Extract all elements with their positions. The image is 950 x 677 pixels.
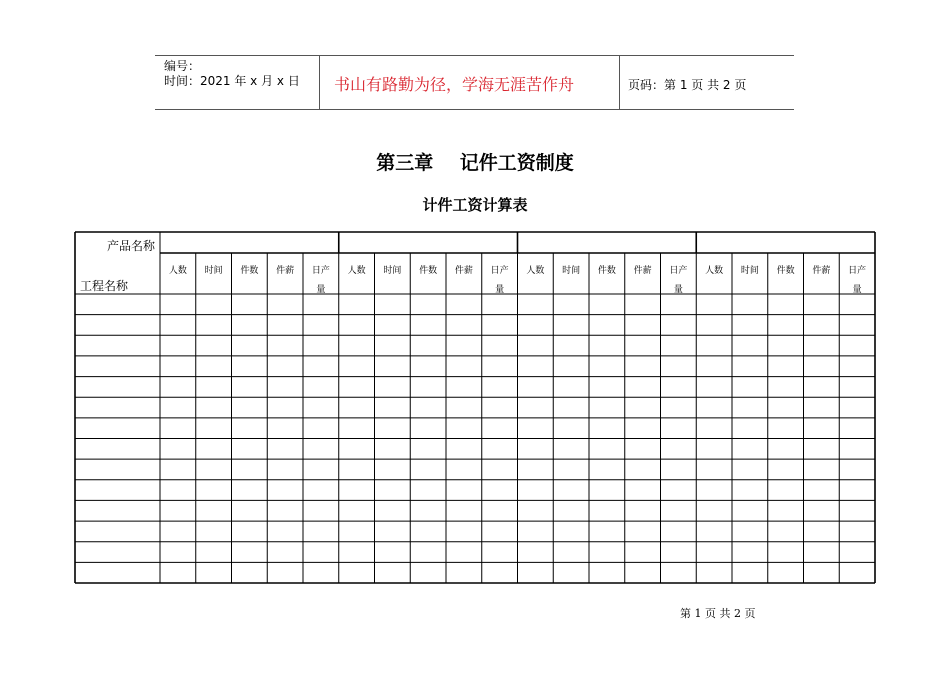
subcolumn-label: 人数 — [168, 266, 187, 276]
subcolumn-label: 件数 — [419, 266, 438, 276]
subcolumn-label: 件数 — [240, 266, 259, 276]
header-number-label: 编号： — [164, 59, 201, 73]
subcolumn-label: 日产 — [490, 266, 509, 276]
subcolumn-label: 量 — [316, 285, 326, 295]
table-title: 计件工资计算表 — [422, 196, 528, 214]
subcolumn-label: 件数 — [597, 266, 616, 276]
subcolumn-label: 日产 — [311, 266, 330, 276]
subcolumn-label: 人数 — [705, 266, 724, 276]
header-time-label: 时间：2021 年 x 月 x 日 — [164, 74, 300, 88]
subcolumn-label: 日产 — [848, 266, 867, 276]
subcolumn-label: 件数 — [776, 266, 795, 276]
subcolumn-label: 人数 — [347, 266, 366, 276]
subcolumn-label: 量 — [673, 285, 683, 295]
subcolumn-label: 时间 — [562, 266, 581, 276]
subcolumn-label: 日产 — [669, 266, 688, 276]
subcolumn-label: 时间 — [204, 266, 223, 276]
document-title: 第三章 记件工资制度 — [376, 152, 574, 174]
subcolumn-label: 件薪 — [454, 266, 473, 276]
corner-label-product: 产品名称 — [106, 239, 155, 253]
corner-label-process: 工程名称 — [80, 279, 129, 293]
subcolumn-label: 量 — [495, 285, 505, 295]
subcolumn-label: 件薪 — [812, 266, 831, 276]
subcolumn-label: 件薪 — [276, 266, 295, 276]
header-motto: 书山有路勤为径，学海无涯苦作舟 — [334, 75, 575, 94]
footer-page-number: 第 1 页 共 2 页 — [680, 607, 756, 620]
subcolumn-label: 量 — [852, 285, 862, 295]
subcolumn-label: 时间 — [740, 266, 759, 276]
subcolumn-label: 人数 — [526, 266, 545, 276]
header-page-label: 页码：第 1 页 共 2 页 — [628, 78, 747, 92]
subcolumn-label: 件薪 — [633, 266, 652, 276]
subcolumn-label: 时间 — [383, 266, 402, 276]
